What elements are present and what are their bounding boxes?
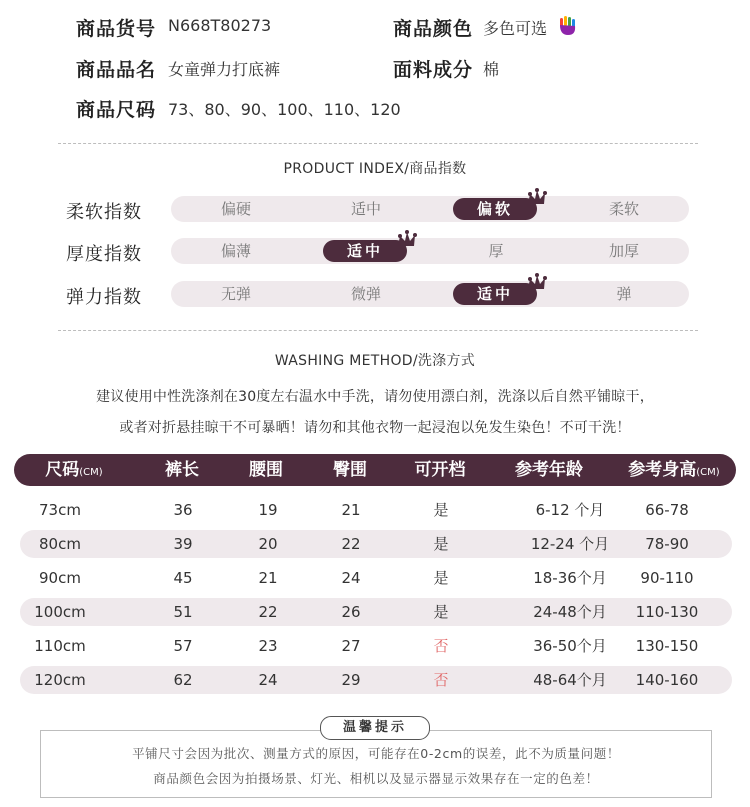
- crown-icon: [396, 230, 418, 248]
- table-cell: 110-130: [635, 603, 699, 621]
- table-cell: 110cm: [34, 637, 86, 655]
- thickness-option-selected: [301, 238, 431, 264]
- divider: [58, 143, 698, 144]
- table-cell: 73cm: [39, 501, 81, 519]
- table-cell: 27: [341, 637, 361, 655]
- table-cell: 90cm: [39, 569, 81, 587]
- thickness-option: 厚: [488, 242, 504, 260]
- divider: [58, 330, 698, 331]
- table-cell: 62: [173, 671, 193, 689]
- table-cell: 78-90: [645, 535, 689, 553]
- table-cell: 26: [341, 603, 361, 621]
- table-cell: 120cm: [34, 671, 86, 689]
- table-row: [20, 632, 732, 660]
- table-cell: 36: [173, 501, 193, 519]
- table-cell: 是: [433, 569, 449, 587]
- size-table-header: [14, 454, 736, 486]
- table-cell: 24: [341, 569, 361, 587]
- code-label: 商品货号: [76, 18, 157, 40]
- elasticity-option: 微弹: [350, 285, 381, 303]
- elasticity-option: 弹: [616, 285, 632, 303]
- header-hip: 臀围: [333, 460, 367, 480]
- fabric-label: 面料成分: [393, 59, 474, 81]
- table-cell: 66-78: [645, 501, 689, 519]
- color-label: 商品颜色: [393, 18, 474, 40]
- table-cell: 24-48个月: [533, 603, 607, 621]
- thickness-label: 厚度指数: [66, 244, 142, 265]
- table-cell: 是: [433, 535, 449, 553]
- softness-option: 柔软: [608, 200, 639, 218]
- table-row: [20, 598, 732, 626]
- table-cell: 22: [258, 603, 278, 621]
- header-age: 参考年龄: [515, 460, 583, 480]
- size-label: 商品尺码: [76, 99, 157, 121]
- name-label: 商品品名: [76, 59, 157, 81]
- table-cell: 39: [173, 535, 193, 553]
- crown-icon: [526, 273, 548, 291]
- table-cell: 100cm: [34, 603, 86, 621]
- index-title: PRODUCT INDEX/商品指数: [283, 161, 467, 177]
- elasticity-label: 弹力指数: [66, 287, 142, 308]
- table-cell: 6-12 个月: [535, 501, 605, 519]
- selected-pill: 适中: [323, 240, 407, 262]
- table-cell: 57: [173, 637, 193, 655]
- elasticity-option-selected: [431, 281, 561, 307]
- selected-pill: 偏软: [453, 198, 537, 220]
- tips-line1: 平铺尺寸会因为批次、测量方式的原因，可能存在0-2cm的误差，此不为质量问题！: [132, 746, 620, 761]
- thickness-scale: [171, 238, 689, 264]
- table-cell: 20: [258, 535, 278, 553]
- softness-label: 柔软指数: [66, 202, 142, 223]
- table-cell: 12-24 个月: [530, 535, 610, 553]
- washing-text-line2: 或者对折悬挂晾干不可暴晒！请勿和其他衣物一起浸泡以免发生染色！不可干洗！: [119, 420, 631, 436]
- table-cell: 36-50个月: [533, 637, 607, 655]
- softness-option: 适中: [350, 200, 381, 218]
- table-cell: 18-36个月: [533, 569, 607, 587]
- selected-pill: 适中: [453, 283, 537, 305]
- table-cell: 22: [341, 535, 361, 553]
- elasticity-option: 无弹: [220, 285, 251, 303]
- table-cell: 45: [173, 569, 193, 587]
- header-waist: 腰围: [249, 460, 283, 480]
- table-cell: 24: [258, 671, 278, 689]
- multicolor-hand-icon: [557, 16, 579, 36]
- size-value: 73、80、90、100、110、120: [168, 100, 401, 119]
- softness-option-selected: [431, 196, 561, 222]
- washing-title: WASHING METHOD/洗涤方式: [274, 353, 476, 369]
- elasticity-scale: [171, 281, 689, 307]
- table-row: [20, 496, 732, 524]
- table-cell: 90-110: [640, 569, 694, 587]
- header-open-crotch: 可开档: [414, 460, 466, 480]
- table-cell: 19: [258, 501, 278, 519]
- tips-title: 温馨提示: [320, 716, 430, 740]
- softness-option: 偏硬: [220, 200, 251, 218]
- name-value: 女童弹力打底裤: [168, 60, 281, 79]
- table-cell: 51: [173, 603, 193, 621]
- table-cell: 140-160: [635, 671, 699, 689]
- table-cell: 48-64个月: [533, 671, 607, 689]
- header-length: 裤长: [165, 460, 199, 480]
- table-cell: 是: [433, 501, 449, 519]
- washing-text-line1: 建议使用中性洗涤剂在30度左右温水中手洗，请勿使用漂白剂，洗涤以后自然平铺晾干，: [96, 389, 654, 405]
- thickness-option: 加厚: [608, 242, 639, 260]
- table-cell: 29: [341, 671, 361, 689]
- code-value: N668T80273: [168, 16, 272, 35]
- table-cell: 21: [258, 569, 278, 587]
- header-size: 尺码(CM): [45, 460, 103, 480]
- table-row: [20, 530, 732, 558]
- softness-scale: [171, 196, 689, 222]
- tips-line2: 商品颜色会因为拍摄场景、灯光、相机以及显示器显示效果存在一定的色差！: [153, 771, 599, 786]
- header-height: 参考身高(CM): [628, 460, 720, 480]
- table-cell: 80cm: [39, 535, 81, 553]
- table-cell: 否: [433, 637, 449, 655]
- table-cell: 21: [341, 501, 361, 519]
- table-cell: 130-150: [635, 637, 699, 655]
- color-value: 多色可选: [483, 19, 548, 38]
- thickness-option: 偏薄: [220, 242, 251, 260]
- table-cell: 是: [433, 603, 449, 621]
- table-row: [20, 666, 732, 694]
- tips-box: [40, 730, 712, 798]
- table-row: [20, 564, 732, 592]
- table-cell: 23: [258, 637, 278, 655]
- crown-icon: [526, 188, 548, 206]
- fabric-value: 棉: [483, 60, 500, 79]
- table-cell: 否: [433, 671, 449, 689]
